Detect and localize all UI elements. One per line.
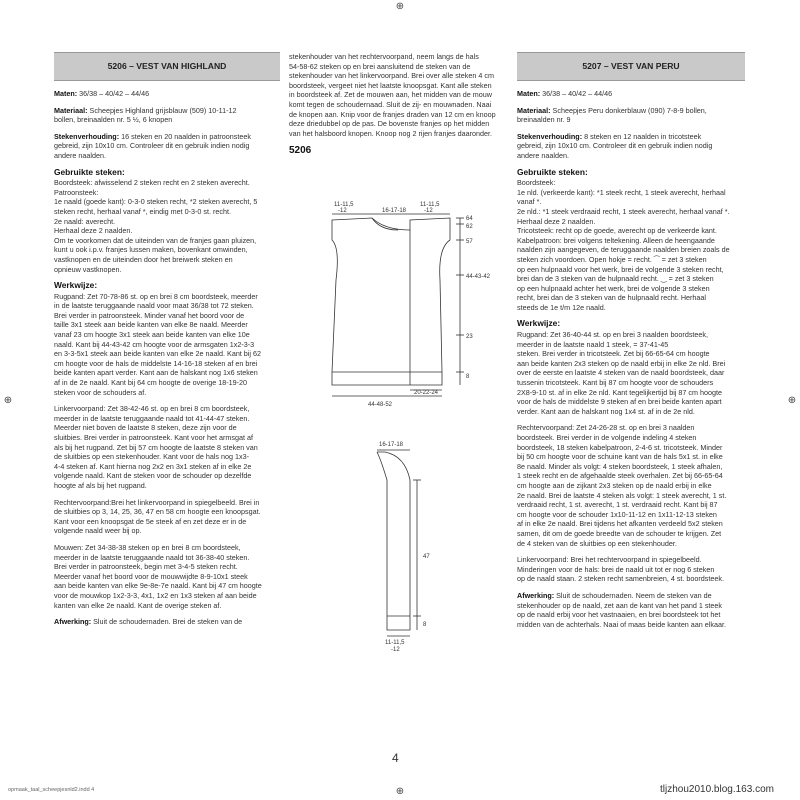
right-front-text: Rechtervoorpand:Brei het linkervoorpand in spiegelbeeld. Brei in de sluitbies op 3, 14, 25, 36, 47 en 58 cm hoogte een knoopsgat. Kant voor een knoopsgat de 5e steek af en zet deze er in de volgende naald weer bij op. bbox=[54, 497, 261, 536]
label-h64: 64 bbox=[466, 216, 473, 222]
right-front-text-5207: Rechtervoorpand: Zet 24-26-28 st. op en brei 3 naalden boordsteek. Brei verder in de volgende indeling 4 steken boordsteek, 18 steken kabelpatroon, 2-4-6 st. tricotsteek. Minder bij 50 cm hoogte voor de schuine kant van de hals 5x1 st. in elke 8e naald. Minder als volgt: 4 steken boordsteek, 1 steek afhalen, 1 steek recht en de afgehaalde steek overhalen. Zet bij 66-65-64 cm hoogte aan de zijkant 2x3 steken op de naald erbij in elke 2e naald. Brei de laatste 4 steken als volgt: 1 steek averecht, 1 st. verdraaid recht, 1 st. averecht, 1 st. verdraaid recht. Kant bij 87 cm hoogte voor de schouder 1x10-11-12 en 1x11-12-13 steken af in elke 2e naald. Brei tijdens het afkanten verdeeld 5x2 steken samen, dit om de goede breedte van de schouder te krijgen. Zet de 4 steken van de sluitbies op een stekenhouder. bbox=[517, 423, 727, 548]
left-front-text: Linkervoorpand: Zet 38-42-46 st. op en brei 8 cm boordsteek, meerder in de laatste teruggaande naald tot 41-44-47 steken. Meerder niet boven de laatste 8 steken, deze zijn voor de sluitbies. Brei verder in patroonsteek. Kant voor het armsgat af als bij het rugpand. Zet bij 57 cm hoogte de laatste 8 steken van de sluitbies op een stekenhouder. Kant voor de hals nog 1x3- 4-4 steken af. Kant hierna nog 2x2 en 3x1 steken af in elke 2e volgende naald. Kant de steken voor de schouder op dezelfde hoogte af als bij het rugpand. bbox=[54, 404, 258, 490]
registration-mark-left: ⊕ bbox=[3, 395, 13, 406]
left-front-text-5207: Linkervoorpand: Brei het rechtervoorpand in spiegelbeeld. Minderingen voor de hals: brei de naald uit tot er nog 6 steken op de naald staan. 2 steken recht samenbreien, 4 st. boordsteek. bbox=[517, 555, 724, 584]
back-piece-text: Rugpand: Zet 70-78-86 st. op en brei 8 cm boordsteek, meerder in de laatste teruggaande naald voor maat 36/38 tot 72 steken. Brei verder in patroonsteek. Minder vanaf het boord voor de taille 3x1 steek aan beide kanten van elke 8e naald. Meerder vanaf 23 cm hoogte 3x1 steek aan beide kanten van elke 10e naald. Kant bij 44-43-42 cm hoogte voor de armsgaten 1x2-3-3 en 3-3-5x1 steek aan beide kanten van elke 2e naald. Kant bij 62 cm hoogte voor de hals de middelste 14-16-18 steken af en brei beide kanten apart verder. Kant aan de halskant nog 1x6 steken af in de 2e naald. Kant bij 64 cm hoogte de overige 18-19-20 steken voor de schouders af. bbox=[54, 291, 261, 397]
sizes: Maten: 36/38 – 40/42 – 44/46 bbox=[54, 89, 150, 98]
label-neck: 16-17-18 bbox=[382, 208, 407, 214]
pattern-title-5206: 5206 – VEST VAN HIGHLAND bbox=[54, 52, 280, 81]
column-5206-instructions bbox=[54, 52, 280, 634]
sleeve-label-h47: 47 bbox=[423, 554, 430, 560]
sleeve-label-cuff: 11-11,5 bbox=[385, 640, 405, 646]
gauge-5207: Stekenverhouding: 8 steken en 12 naalden in tricotsteek gebreid, zijn 10x10 cm. Controleer dit en gebruik indien nodig andere naalden. bbox=[517, 131, 713, 160]
sizes-5207: Maten: 36/38 – 40/42 – 44/46 bbox=[517, 89, 613, 98]
label-shoulder-r2: -12 bbox=[424, 208, 433, 214]
body-schematic bbox=[310, 200, 510, 425]
column-5207-instructions bbox=[517, 52, 745, 636]
stitches-text: Boordsteek: afwisselend 2 steken recht en 2 steken averecht. Patroonsteek: 1e naald (goede kant): 0-3-0 steken recht, *2 steken averecht, 5 steken recht, herhaal vanaf *, eindig met 0-3-0 st. recht. 2e naald: averecht. Herhaal deze 2 naalden. Om te voorkomen dat de uiteinden van de franjes gaan pluizen, kunt u ook i.p.v. franjes lussen maken, bovenkant omwinden, vastknopen en de uiteinden door het breiwerk steken en opnieuw vastknopen. bbox=[54, 178, 258, 274]
cable-front-symbol: ⁀ bbox=[653, 254, 660, 264]
column-5206-continued bbox=[289, 52, 511, 156]
body-outline bbox=[332, 218, 450, 385]
materials: Materiaal: Scheepjes Highland grijsblauw (509) 10-11-12 bollen, breinaalden nr. 5 ½, 6 knopen bbox=[54, 105, 237, 125]
label-h44: 44-43-42 bbox=[466, 274, 491, 280]
watermark: tljzhou2010.blog.163.com bbox=[660, 784, 774, 795]
diagram-title: 5206 bbox=[289, 145, 312, 157]
page-number: 4 bbox=[392, 751, 399, 765]
registration-mark-bottom: ⊕ bbox=[395, 786, 405, 797]
file-footer: opmaak_taal_scheepjesnld2.indd 4 bbox=[8, 787, 95, 793]
gauge: Stekenverhouding: 16 steken en 20 naalden in patroonsteek gebreid, zijn 10x10 cm. Controleer dit en gebruik indien nodig andere naalden. bbox=[54, 131, 251, 160]
finishing-text-5207: Afwerking: Sluit de schoudernaden. Neem de steken van de stekenhouder op de naald, zet aan de kant van het pand 1 steek op de naald erbij voor het vastnaaien, en brei boordsteek tot het midden van de achterhals. Naai of maas beide kanten aan elkaar. bbox=[517, 590, 726, 629]
back-piece-text-5207: Rugpand: Zet 36-40-44 st. op en brei 3 naalden boordsteek, meerder in de laatste naald 1 steek, = 37-41-45 steken. Brei verder in tricotsteek. Zet bij 66-65-64 cm hoogte aan beide kanten 2x3 steken op de naald erbij in elke 2e nld. Brei over de eerste en laatste 4 steken van de naald boordsteek, daar tussenin tricotsteek. Kant bij 87 cm hoogte voor de schouders 2X8-9-10 st. af in elke 2e nld. Kant tegelijkertijd bij 87 cm hoogte voor de hals de middelste 9 steken af en brei beide kanten apart verder. Kant aan de halskant nog 1x4 st. af in de 2e nld. bbox=[517, 330, 726, 416]
registration-mark-top: ⊕ bbox=[395, 1, 405, 12]
label-shoulder-r: 11-11,5 bbox=[420, 202, 440, 208]
stitches-heading-5207: Gebruikte steken: bbox=[517, 166, 588, 177]
sleeve-label-cuff2: -12 bbox=[391, 647, 400, 653]
label-h23: 23 bbox=[466, 334, 473, 340]
label-h8: 8 bbox=[466, 374, 470, 380]
sleeves-text: Mouwen: Zet 34-38-38 steken op en brei 8 cm boordsteek, meerder in de laatste teruggaande naald tot 36-38-40 steken. Brei verder in patroonsteek, begin met 3-4-5 steken recht. Meerder vanaf het boord voor de mouwwijdte 8-9-10x1 steek aan beide kanten van elke 9e-8e-7e naald. Kant bij 47 cm hoogte voor de mouwkop 1x2-3-3, 4x1, 1x2 en 1x3 steken af aan beide kanten van elke 2e naald. Kant de overige steken af. bbox=[54, 542, 262, 610]
finishing-continued: stekenhouder van het rechtervoorpand, neem langs de hals 54-58-62 steken op en brei aansluitend de steken van de stekenhouder van het linkervoorpand. Brei over alle steken 4 cm boordsteek, vergeet niet het laatste knoopsgat. Kant alle steken in boordsteek af. Zet de mouwen aan, het midden van de mouw komt tegen de schoudernaad. Sluit de zij- en mouwnaden. Naai de knopen aan. Knip voor de franjes draden van 12 cm en knoop deze driedubbel op de pas. De bovenste franjes op het midden van het halsboord knopen. Knoop nog 2 rijen franjes daaronder. bbox=[289, 52, 496, 138]
materials-5207: Materiaal: Scheepjes Peru donkerblauw (090) 7-8-9 bollen, breinaalden nr. 9 bbox=[517, 105, 707, 125]
label-shoulder-l: 11-11,5 bbox=[334, 202, 354, 208]
stitches-text-5207: Boordsteek: 1e nld. (verkeerde kant): *1 steek recht, 1 steek averecht, herhaal vanaf *. 2e nld.: *1 steek verdraaid recht, 1 steek averecht, herhaal vanaf *. Herhaal deze 2 naalden. Tricotsteek: recht op de goede, averecht op de verkeerde kant. Kabelpatroon: brei volgens teltekening. Alleen de heengaande naalden zijn aangegeven, de teruggaande naalden breien zoals de steken zich voordoen. Open hokje = recht. ⁀ = zet 3 steken op een hulpnaald voor het werk, brei de volgende 3 steken recht, brei dan de 3 steken van de hulpnaald recht. ‿ = zet 3 steken op een hulpnaald achter het werk, brei de volgende 3 steken recht, brei dan de 3 steken van de hulpnaald recht. Herhaal steeds de 1e t/m 12e naald. bbox=[517, 178, 730, 312]
sleeve-outline bbox=[377, 452, 410, 630]
label-back-width: 44-48-52 bbox=[368, 402, 393, 408]
label-front-width: 20-22-24 bbox=[414, 390, 439, 396]
pattern-title-5207: 5207 – VEST VAN PERU bbox=[517, 52, 745, 81]
sleeve-label-h8: 8 bbox=[423, 622, 427, 628]
label-h62: 62 bbox=[466, 224, 473, 230]
label-h57: 57 bbox=[466, 239, 473, 245]
method-heading: Werkwijze: bbox=[54, 280, 98, 291]
cable-back-symbol: ‿ bbox=[660, 274, 667, 284]
sleeve-schematic bbox=[355, 440, 475, 670]
registration-mark-right: ⊕ bbox=[787, 395, 797, 406]
finishing-text: Afwerking: Sluit de schoudernaden. Brei de steken van de bbox=[54, 617, 243, 627]
label-shoulder-l2: -12 bbox=[338, 208, 347, 214]
sleeve-label-top: 16-17-18 bbox=[379, 442, 404, 448]
method-heading-5207: Werkwijze: bbox=[517, 318, 561, 329]
stitches-heading: Gebruikte steken: bbox=[54, 166, 125, 177]
